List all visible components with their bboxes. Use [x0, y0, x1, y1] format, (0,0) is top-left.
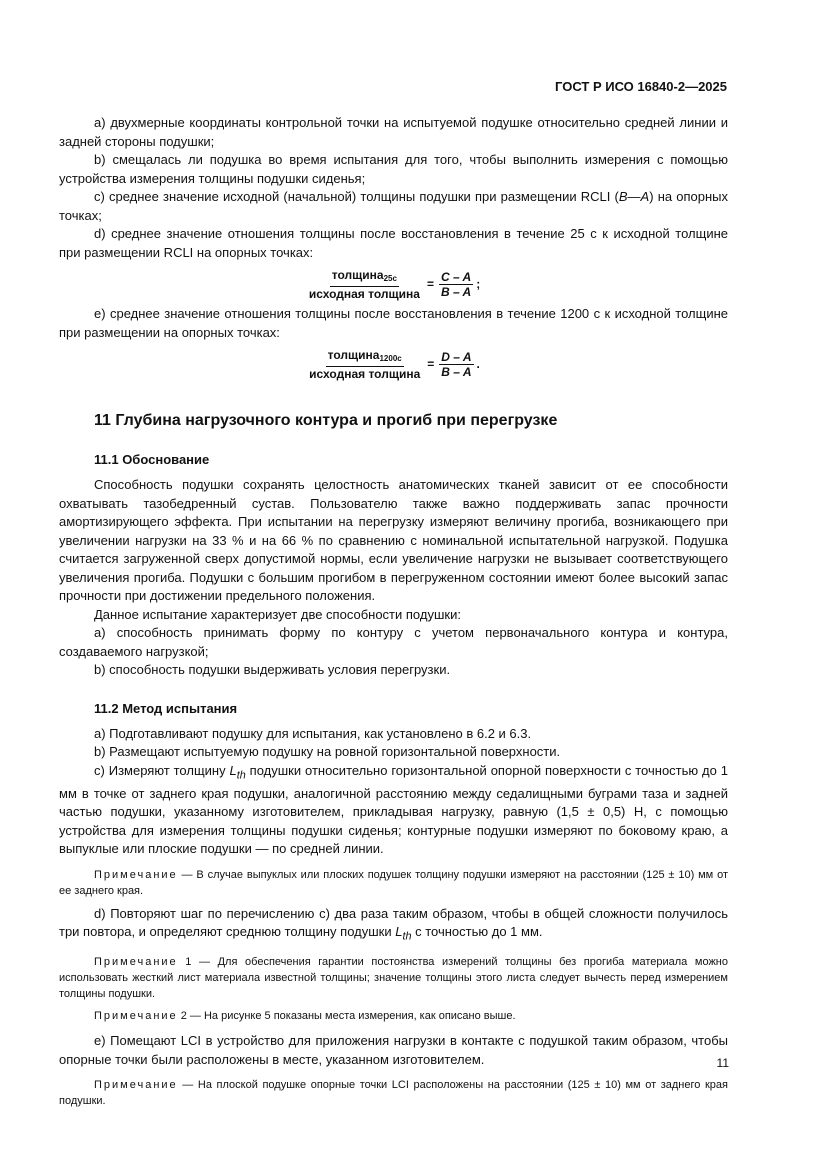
list-item-e: e) среднее значение отношения толщины после восстановления в течение 1200 с к исходной толщине при размещении на опорных точках: — [59, 306, 728, 340]
list-item-b: b) способность подушки выдерживать условия перегрузки. — [94, 662, 451, 677]
step-c-text: c) Измеряют толщину — [94, 762, 230, 778]
note — [59, 867, 728, 899]
symbol-th: th — [236, 769, 246, 782]
symbol-l: L — [229, 762, 237, 778]
formula-numerator — [330, 268, 399, 287]
step-c — [59, 762, 728, 859]
note-label: Примечание — [94, 1079, 178, 1092]
formula-left-fraction — [307, 348, 422, 381]
step-a: a) Подготавливают подушку для испытания, как установлено в 6.2 и 6.3. — [94, 725, 532, 741]
list-item-c-tail: ) на опорных точках; — [59, 189, 729, 223]
formula-subscript: 1200с — [379, 354, 402, 363]
formula-1200s — [59, 348, 728, 381]
list-item-d: d) среднее значение отношения толщины после восстановления в течение 25 с к исходной толщине при размещении RCLI на опорных точках: — [59, 226, 728, 260]
formula-punct: ; — [476, 277, 481, 292]
list-item-b: b) смещалась ли подушка во время испытания для того, чтобы выполнить измерения с помощью устройства измерения толщины подушки сиденья; — [59, 152, 728, 186]
step-e: e) Помещают LCI в устройство для приложения нагрузки в контакте с подушкой таким образом, чтобы опорные точки были расположены в месте, указанном изготовителем. — [59, 1033, 728, 1067]
step-d-text: d) Повторяют шаг по перечислению c) два раза таким образом, чтобы в общей сложности получилось три повтора, и определяют среднюю толщину подушки — [59, 905, 728, 940]
page-number: 11 — [716, 1056, 729, 1070]
paragraph-rationale: Способность подушки сохранять целостность анатомических тканей зависит от ее способности охватывать тазобедренный сустав. Пользователю также важно поддерживать запас прочности амортизирующего эффекта. При испытании на перегрузку измеряют величину прогиба, возникающего при увеличении нагрузки на 33 % и на 66 % по сравнению с номинальной испытательной нагрузкой. Подушка считается загруженной сверх допустимой нормы, если увеличение нагрузки не вызывает соответствующего увеличения прогиба. Подушки с большим прогибом в перегруженном состоянии имеют более высокий запас прочности при достижении предельного положения. — [59, 477, 728, 603]
formula-left-fraction — [307, 268, 422, 301]
formula-num-text: толщина — [327, 348, 380, 362]
list-item-a: a) способность принимать форму по контуру с учетом первоначального контура и контура, создаваемого нагрузкой; — [59, 625, 728, 659]
formula-25s — [59, 268, 728, 301]
note-text: 1 — Для обеспечения гарантии постоянства измерений толщины без прогиба материала можно использовать жесткий лист материала известной толщины; значение толщины этого листа следует вычесть перед измерением толщины подушки. — [59, 956, 728, 1001]
formula-right-fraction — [439, 270, 473, 299]
section-title: 11 Глубина нагрузочного контура и прогиб при перегрузке — [94, 412, 558, 429]
step-d — [59, 905, 728, 947]
subsection-title-11-1: 11.1 Обоснование — [94, 452, 210, 467]
formula-denominator: исходная толщина — [309, 367, 421, 381]
formula-right-denominator: B – A — [440, 285, 472, 299]
list-item-c-text: c) среднее значение исходной (начальной) толщины подушки при размещении RCLI ( — [94, 189, 619, 204]
formula-num-text: толщина — [331, 268, 384, 282]
list-item-c — [59, 188, 728, 225]
note-label: Примечание — [94, 956, 178, 969]
paragraph-intro: Данное испытание характеризует две способности подушки: — [94, 606, 461, 622]
formula-right-numerator: D – A — [441, 350, 472, 364]
note-text: 2 — На рисунке 5 показаны места измерения, как описано выше. — [177, 1010, 516, 1023]
formula-numerator — [326, 348, 404, 367]
note — [59, 1077, 728, 1109]
list-item-a: a) двухмерные координаты контрольной точки на испытуемой подушке относительно средней линии и задней стороны подушки; — [59, 115, 728, 149]
step-b: b) Размещают испытуемую подушку на ровной горизонтальной поверхности. — [94, 744, 561, 759]
formula-subscript: 25с — [383, 274, 397, 283]
step-d-rest: с точностью до 1 мм. — [411, 924, 543, 940]
note-2 — [59, 1008, 728, 1024]
step-c-rest: подушки относительно горизонтальной опорной поверхности с точностью до 1 мм в точке от заднего края подушки, аналогичной расстоянию между седалищными буграми таза и задней частью подушки, указанному изготовителем, прикладывая нагрузку, равную (1,5 ± 0,5) Н, с помощью устройства для измерения толщины подушки сиденья; контурные подушки измеряют по боковому краю, а выпуклые или плоские подушки — по средней линии. — [59, 762, 728, 857]
formula-right-fraction — [439, 350, 473, 379]
formula-right-numerator: C – A — [440, 270, 472, 284]
note-1 — [59, 954, 728, 1002]
formula-inline: B—A — [618, 189, 650, 204]
document-header: ГОСТ Р ИСО 16840-2—2025 — [555, 79, 727, 94]
formula-right-denominator: B – A — [441, 365, 472, 379]
note-text: — На плоской подушке опорные точки LCI расположены на расстоянии (125 ± 10) мм от заднего края подушки. — [59, 1079, 728, 1108]
equals-sign: = — [426, 277, 434, 292]
equals-sign: = — [427, 357, 435, 372]
subsection-title-11-2: 11.2 Метод испытания — [94, 700, 238, 716]
page-content — [59, 114, 728, 1115]
note-text: — В случае выпуклых или плоских подушек толщину подушки измеряют на расстоянии (125 ± 10) мм от ее заднего края. — [59, 868, 728, 897]
formula-punct: . — [476, 357, 480, 372]
symbol-th: th — [402, 930, 412, 943]
note-label: Примечание — [94, 868, 178, 881]
note-label: Примечание — [94, 1010, 178, 1023]
formula-denominator: исходная толщина — [308, 287, 420, 301]
symbol-l: L — [395, 924, 403, 940]
